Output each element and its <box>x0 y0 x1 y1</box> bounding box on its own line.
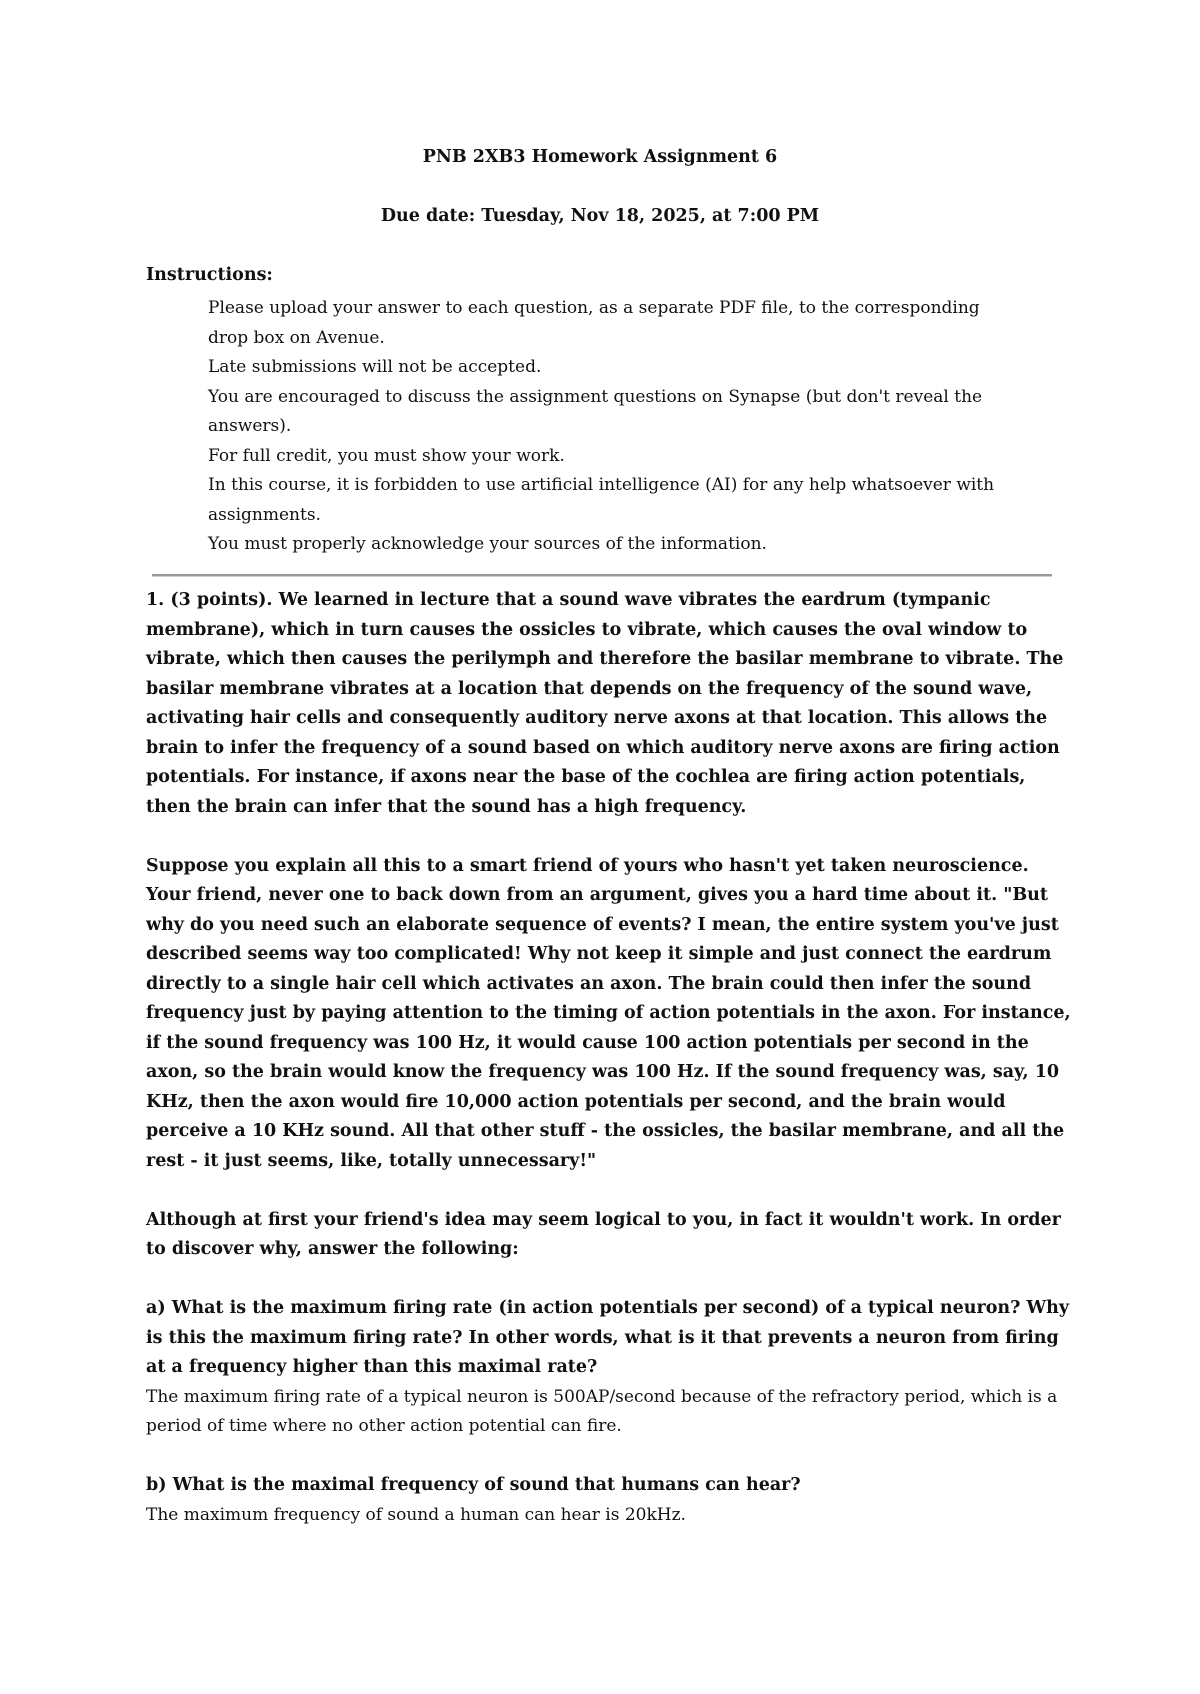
section-divider <box>152 574 1052 577</box>
question-1 <box>146 586 1072 1530</box>
part-a-answer: The maximum firing rate of a typical neuron is 500AP/second because of the refractory period, which is a period of time where no other action potential can fire. <box>146 1386 1058 1436</box>
document-title: PNB 2XB3 Homework Assignment 6 <box>422 147 778 167</box>
part-b-answer: The maximum frequency of sound a human can hear is 20kHz. <box>146 1504 686 1525</box>
instruction-item: You are encouraged to discuss the assignment questions on Synapse (but don't reveal the answers). <box>208 386 983 436</box>
question-prompt: Although at first your friend's idea may seem logical to you, in fact it wouldn't work. In order to discover why, answer the following: <box>146 1209 1061 1259</box>
instructions-list <box>208 294 1008 560</box>
part-b-question: b) What is the maximal frequency of sound that humans can hear? <box>146 1475 801 1495</box>
instructions-heading: Instructions: <box>146 265 273 285</box>
instruction-item: Please upload your answer to each question, as a separate PDF file, to the corresponding drop box on Avenue. <box>208 298 980 348</box>
part-a-question: a) What is the maximum firing rate (in action potentials per second) of a typical neuron? Why is this the maximum firing rate? In other words, what is it that prevents a neuron from firing at a frequency higher than this maximal rate? <box>146 1298 1070 1377</box>
instruction-item: In this course, it is forbidden to use artificial intelligence (AI) for any help whatsoever with assignments. <box>208 475 995 525</box>
question-intro: 1. (3 points). We learned in lecture that a sound wave vibrates the eardrum (tympanic membrane), which in turn causes the ossicles to vibrate, which causes the oval window to vibrate, which then causes the perilymph and therefore the basilar membrane to vibrate. The basilar membrane vibrates at a location that depends on the frequency of the sound wave, activating hair cells and consequently auditory nerve axons at that location. This allows the brain to infer the frequency of a sound based on which auditory nerve axons are firing action potentials. For instance, if axons near the base of the cochlea are firing action potentials, then the brain can infer that the sound has a high frequency. <box>146 590 1064 817</box>
instruction-item: For full credit, you must show your work. <box>208 445 565 466</box>
question-scenario: Suppose you explain all this to a smart friend of yours who hasn't yet taken neuroscience. Your friend, never one to back down from an argument, gives you a hard time about it. "But why do you need such an elaborate sequence of events? I mean, the entire system you've just described seems way too complicated! Why not keep it simple and just connect the eardrum directly to a single hair cell which activates an axon. The brain could then infer the sound frequency just by paying attention to the timing of action potentials in the axon. For instance, if the sound frequency was 100 Hz, it would cause 100 action potentials per second in the axon, so the brain would know the frequency was 100 Hz. If the sound frequency was, say, 10 KHz, then the axon would fire 10,000 action potentials per second, and the brain would perceive a 10 KHz sound. All that other stuff - the ossicles, the basilar membrane, and all the rest - it just seems, like, totally unnecessary!" <box>146 855 1071 1171</box>
due-date: Due date: Tuesday, Nov 18, 2025, at 7:00 PM <box>380 206 820 226</box>
instruction-item: Late submissions will not be accepted. <box>208 357 542 377</box>
instruction-item: You must properly acknowledge your sources of the information. <box>208 534 767 554</box>
